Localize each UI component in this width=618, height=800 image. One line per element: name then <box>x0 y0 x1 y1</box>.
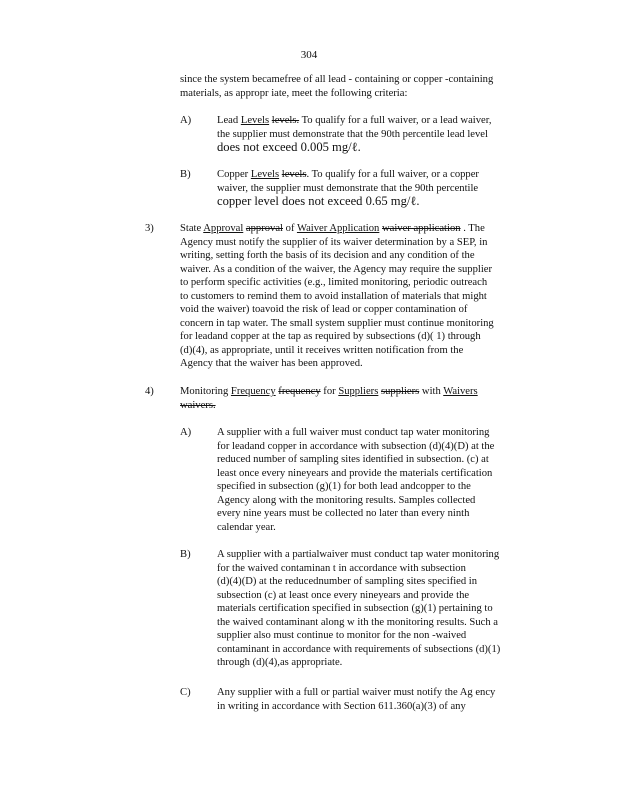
inserted-text: Waiver Application <box>296 223 380 234</box>
text-line: Any supplier with a full or partial waiver must notify the Ag ency <box>217 687 496 698</box>
text-line: A supplier with a partialwaiver must conduct tap water monitoring <box>217 549 500 560</box>
text-line: for the waived contaminan t in accordance with subsection <box>217 562 466 574</box>
text-line: through (d)(4),as appropriate. <box>217 657 343 668</box>
text-line <box>217 114 491 128</box>
notification-paragraph <box>217 686 495 713</box>
inserted-text: Frequency <box>230 386 276 397</box>
text-line: supplier also must continue to monitor for the non -waived <box>217 630 467 641</box>
heading-prefix: Copper <box>217 169 249 180</box>
text-line: in writing in accordance with Section 611.360(a)(3) of any <box>217 700 466 712</box>
text-line: Agency along with the monitoring results. Samples collected <box>217 494 476 506</box>
text-line: waiver. As a condition of the waiver, the Agency may require the supplier <box>180 263 492 275</box>
monitoring-frequency-heading <box>180 385 478 412</box>
text-line: since the system becamefree of all lead - containing or copper -containing <box>180 74 494 85</box>
text-segment: State <box>180 223 204 234</box>
text-line <box>180 385 478 399</box>
inserted-text: Levels <box>240 115 270 126</box>
deleted-text: levels. <box>271 115 300 126</box>
text-line: the waived contaminant along w ith the monitoring results. Such a <box>217 616 498 628</box>
deleted-text: levels <box>281 169 307 180</box>
item-marker: C) <box>180 687 191 698</box>
item-marker: A) <box>180 115 192 126</box>
inserted-text: Approval <box>203 223 244 234</box>
text-segment: for <box>320 386 339 397</box>
deleted-text: waivers. <box>180 399 216 411</box>
text-line: every nine years must be collected no later than every ninth <box>217 508 470 519</box>
item-marker: 3) <box>145 223 154 234</box>
text-line: reduced number of sampling sites identified in subsection. (c) at <box>217 454 489 465</box>
deleted-text: frequency <box>278 386 321 397</box>
text-line: waiver, the supplier must demonstrate that the 90th percentile <box>217 182 479 194</box>
waiver-approval-paragraph <box>180 222 494 371</box>
item-marker: B) <box>180 549 191 560</box>
item-marker: B) <box>180 169 191 180</box>
deleted-text: waiver application <box>382 223 461 234</box>
text-line: concern in tap water. The small system supplier must continue monitoring <box>180 317 494 329</box>
text-line <box>180 222 494 236</box>
page-number: 304 <box>300 49 318 61</box>
text-line: copper level does not exceed 0.65 mg/ℓ. <box>217 194 420 208</box>
text-line: specified in subsection (g)(1) for both lead andcopper to the <box>217 481 471 492</box>
item-marker: A) <box>180 427 192 438</box>
text-line <box>217 168 479 182</box>
full-waiver-paragraph <box>217 426 494 534</box>
intro-paragraph <box>180 73 493 100</box>
text-line: materials, as appropr iate, meet the following criteria: <box>180 87 408 99</box>
partial-waiver-paragraph <box>217 548 500 670</box>
copper-levels-paragraph <box>217 168 479 209</box>
text-line: least once every nineyears and provide the materials certification <box>217 467 493 479</box>
inserted-text: Waivers <box>443 386 478 397</box>
inserted-text: Levels <box>250 169 280 180</box>
text-line: Agency must notify the supplier of its waiver determination by a SEP, in <box>180 236 488 248</box>
text-line: Agency that the waiver has been approved. <box>180 358 363 369</box>
deleted-text: suppliers <box>381 386 420 397</box>
lead-levels-paragraph <box>217 114 491 155</box>
text-line: materials certification specified in subsection (g)(1) pertaining to <box>217 603 493 614</box>
deleted-text: approval <box>245 223 283 234</box>
text-line: void the waiver) toavoid the risk of lead or copper contamination of <box>180 304 468 315</box>
text-line: writing, setting forth the basis of its decision and any condition of the <box>180 250 475 261</box>
text-line: for leadand copper at the tap as required by subsections (d)( 1) through <box>180 331 481 342</box>
text-line: subsection (c) at least once every nineyears and provide the <box>217 589 470 601</box>
text-line: to perform specific activities (e.g., limited monitoring, periodic outreach <box>180 277 488 288</box>
text-segment: Monitoring <box>180 386 231 397</box>
text-line: (d)(4), as appropriate, until it receives written notification from the <box>180 344 464 356</box>
text-segment: . The <box>460 223 485 234</box>
text-segment: . To qualify for a full waiver, or a copper <box>306 169 479 180</box>
text-line: the supplier must demonstrate that the 90th percentile lead level <box>217 128 488 140</box>
text-line: for leadand copper in accordance with subsection (d)(4)(D) at the <box>217 440 495 452</box>
text-line: (d)(4)(D) at the reducednumber of sampling sites specified in <box>217 576 478 587</box>
text-line: does not exceed 0.005 mg/ℓ. <box>217 140 361 154</box>
text-segment: of <box>283 223 297 234</box>
text-line: A supplier with a full waiver must conduct tap water monitoring <box>217 427 490 438</box>
item-marker: 4) <box>145 386 154 397</box>
text-segment: with <box>419 386 444 397</box>
text-line: to customers to remind them to avoid installation of materials that might <box>180 290 487 302</box>
heading-prefix: Lead <box>217 115 239 126</box>
inserted-text: Suppliers <box>338 386 379 397</box>
text-segment: To qualify for a full waiver, or a lead waiver, <box>299 115 492 126</box>
text-line: calendar year. <box>217 521 276 533</box>
text-line: contaminant in accordance with requirements of subsections (d)(1) <box>217 643 501 655</box>
